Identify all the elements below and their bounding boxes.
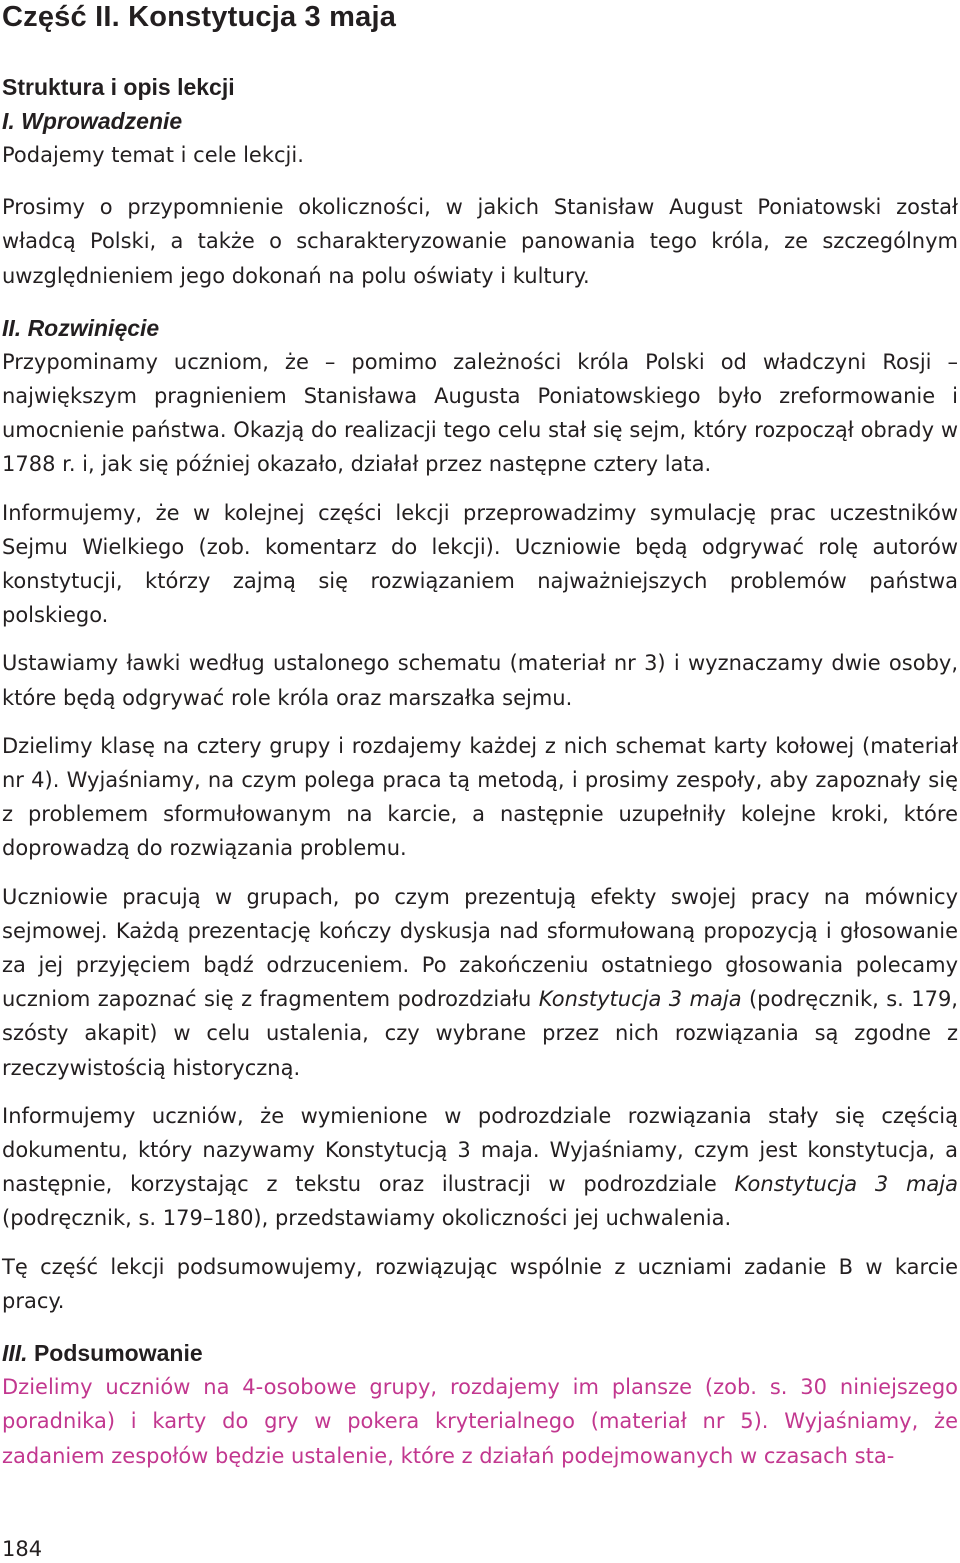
section-3-heading — [2, 1336, 958, 1370]
section-2-paragraph-6 — [2, 1099, 958, 1236]
section-2-paragraph-7: Tę część lekcji podsumowujemy, rozwiązując wspólnie z uczniami zadanie B w karcie pracy. — [2, 1254, 958, 1313]
section-2-paragraph-5-text-b: (podręcznik, s. 179, szósty akapit) w celu ustalenia, czy wybrane przez nich rozwiązania są zgodne z rzeczywistością historyczną. — [2, 987, 958, 1080]
section-2-paragraph-6-italic: Konstytucja 3 maja — [734, 1172, 958, 1197]
page-number: 184 — [2, 1537, 43, 1561]
section-2-paragraph-3: Ustawiamy ławki według ustalonego schematu (materiał nr 3) i wyznaczamy dwie osoby, które będą odgrywać role króla oraz marszałka sejmu. — [2, 651, 958, 710]
section-1-title: Wprowadzenie — [21, 108, 183, 134]
chapter-title: Część II. Konstytucja 3 maja — [2, 1, 397, 33]
section-2-paragraph-6-text-b: (podręcznik, s. 179–180), przedstawiamy okoliczności jej uchwalenia. — [2, 1206, 732, 1231]
section-2-paragraph-5-text-a: Uczniowie pracują w grupach, po czym prezentują efekty swojej pracy na mównicy sejmowej. Każdą prezentację kończy dyskusja nad sformułowaną propozycją i głosowanie za jej przyjęciem bądź odrzuceniem. Po zakończeniu ostatniego głosowania polecamy uczniom zapoznać się z fragmentem podrozdziału — [2, 884, 958, 1012]
section-2-heading — [2, 311, 958, 345]
section-2-paragraph-2: Informujemy, że w kolejnej części lekcji przeprowadzimy symulację prac uczestników Sejmu Wielkiego (zob. komentarz do lekcji). Uczniowie będą odgrywać rolę autorów konstytucji, którzy zajmą się rozwiązaniem najważniejszych problemów państwa polskiego. — [2, 500, 958, 628]
section-2-title: Rozwinięcie — [27, 314, 160, 341]
lesson-content — [2, 70, 958, 1473]
section-1-number: I. — [2, 108, 15, 134]
section-2-number: II. — [2, 314, 22, 341]
section-3-number: III. — [2, 1340, 28, 1367]
section-2-paragraph-4: Dzielimy klasę na cztery grupy i rozdajemy każdej z nich schemat karty kołowej (materiał nr 4). Wyjaśniamy, na czym polega praca tą metodą, i prosimy zespoły, aby zapoznały się z problemem sformułowanym na karcie, a następnie uzupełniły kolejne kroki, które doprowadzą do rozwiązania problemu. — [2, 733, 958, 861]
section-2-paragraph-1: Przypominamy uczniom, że – pomimo zależności króla Polski od władczyni Rosji – największym pragnieniem Stanisława Augusta Poniatowskiego było zreformowanie i umocnienie państwa. Okazją do realizacji tego celu stał się sejm, który rozpoczął obrady w 1788 r. i, jak się później okazało, działał przez następne cztery lata. — [2, 349, 958, 477]
section-3-paragraph-1: Dzielimy uczniów na 4-osobowe grupy, rozdajemy im plansze (zob. s. 30 niniejszego poradnika) i karty do gry w pokera kryterialnego (materiał nr 5). Wyjaśniamy, że zadaniem zespołów będzie ustalenie, które z działań podejmowanych w czasach sta- — [2, 1375, 958, 1468]
section-2-paragraph-5 — [2, 880, 958, 1085]
section-1-paragraph-1: Podajemy temat i cele lekcji. — [2, 143, 304, 167]
structure-heading: Struktura i opis lekcji — [2, 74, 235, 100]
section-1-paragraph-2: Prosimy o przypomnienie okoliczności, w jakich Stanisław August Poniatowski został władcą Polski, a także o scharakteryzowanie panowania tego króla, ze szczególnym uwzględnieniem jego dokonań na polu oświaty i kultury. — [2, 195, 958, 288]
section-1-heading — [2, 104, 958, 138]
section-3-title: Podsumowanie — [33, 1340, 203, 1367]
section-2-paragraph-5-italic: Konstytucja 3 maja — [538, 987, 742, 1012]
section-2-paragraph-6-text-a: Informujemy uczniów, że wymienione w podrozdziale rozwiązania stały się częścią dokumentu, który nazywamy Konstytucją 3 maja. Wyjaśniamy, czym jest konstytucja, a następnie, korzystając z tekstu oraz ilustracji w podrozdziale — [2, 1103, 958, 1197]
